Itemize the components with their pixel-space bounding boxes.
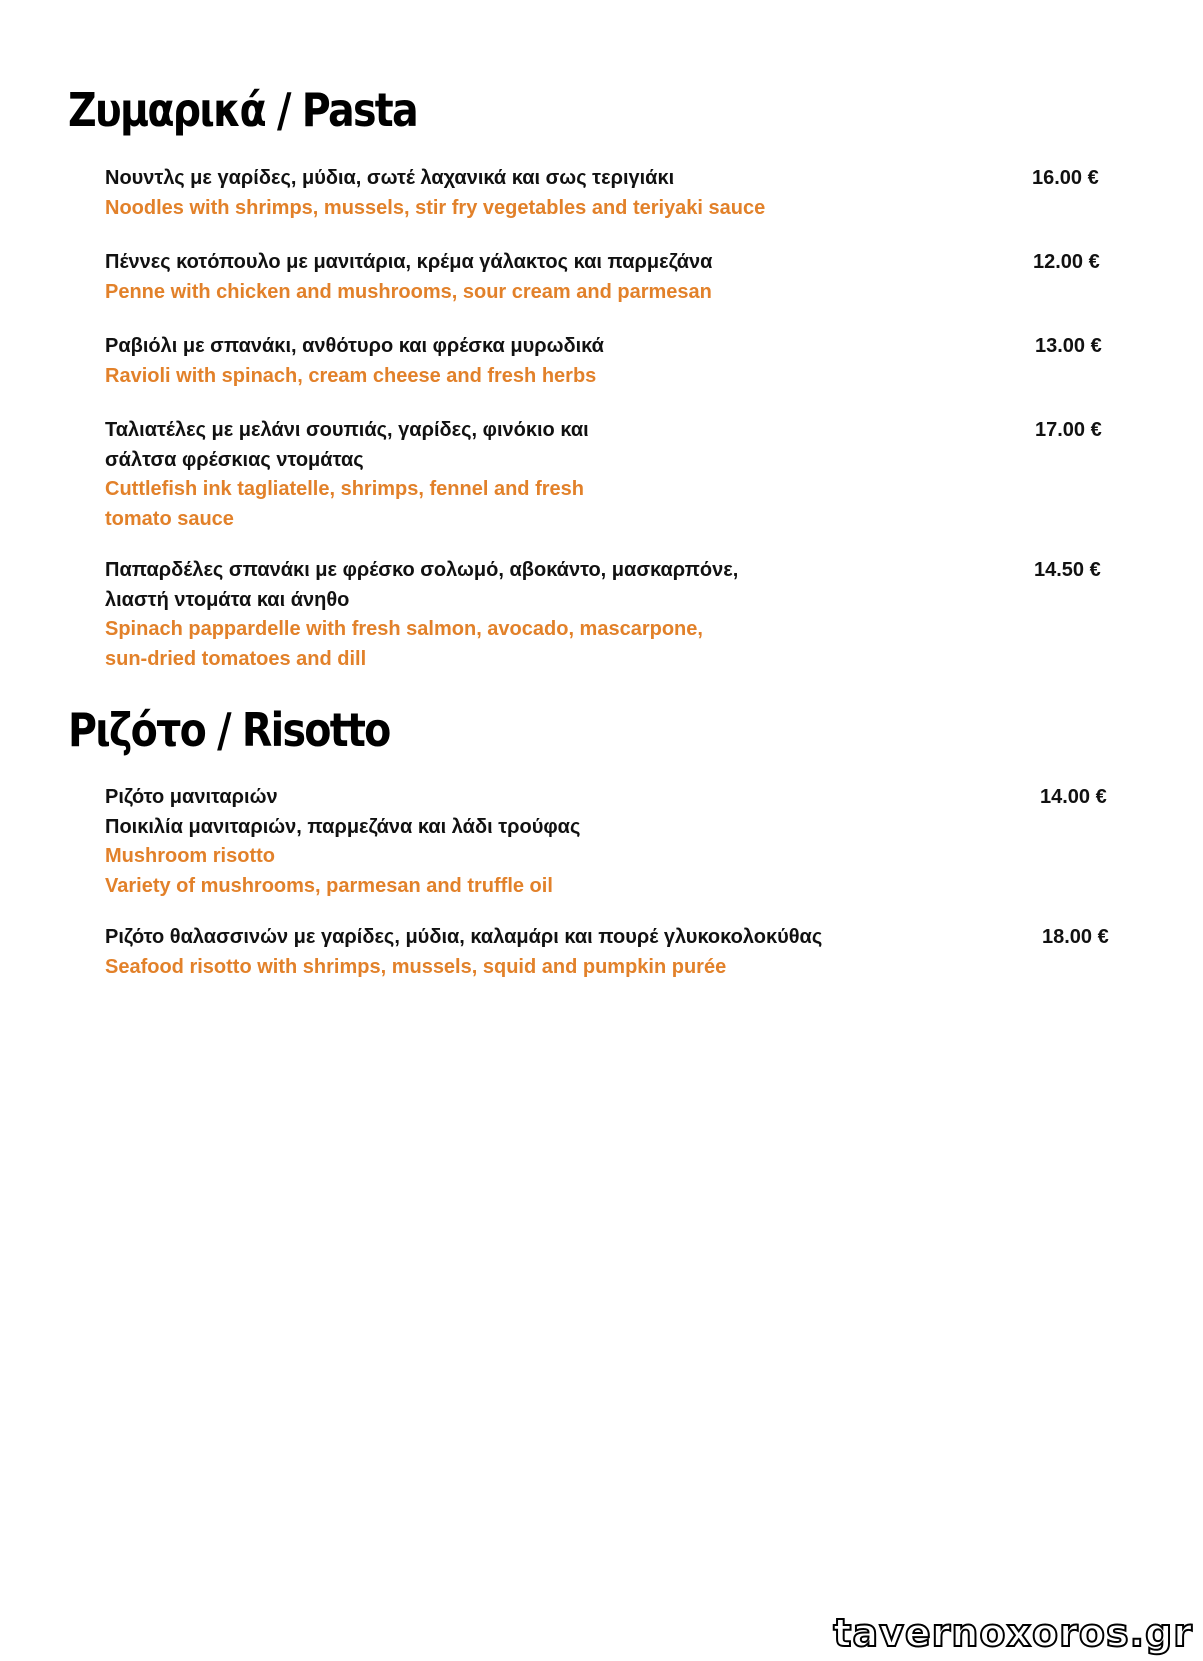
menu-item-pappardelle: [105, 556, 1115, 674]
item-name-greek-cont: λιαστή ντομάτα και άνηθο: [105, 588, 350, 611]
item-description-english: Variety of mushrooms, parmesan and truffle oil: [105, 874, 553, 897]
item-description-greek: Ποικιλία μανιταριών, παρμεζάνα και λάδι τρούφας: [105, 815, 581, 838]
item-price: 12.00 €: [1033, 251, 1100, 273]
section-title-risotto: Ριζότο / Risotto: [68, 703, 390, 757]
watermark-logo: tavernoxoros.gr: [833, 1611, 1193, 1655]
item-name-greek: Ριζότο θαλασσινών με γαρίδες, μύδια, καλαμάρι και πουρέ γλυκοκολοκύθας: [105, 926, 823, 948]
item-name-english: Ravioli with spinach, cream cheese and fresh herbs: [105, 364, 597, 387]
item-price: 14.50 €: [1034, 559, 1101, 581]
item-name-english-cont: tomato sauce: [105, 507, 234, 530]
item-name-greek: Ραβιόλι με σπανάκι, ανθότυρο και φρέσκα μυρωδικά: [105, 335, 604, 357]
menu-item-ravioli: [105, 332, 1115, 391]
menu-item-seafood-risotto: [105, 923, 1115, 982]
menu-item-noodles: [105, 164, 1115, 223]
item-name-greek: Παπαρδέλες σπανάκι με φρέσκο σολωμό, αβοκάντο, μασκαρπόνε,: [105, 559, 739, 581]
menu-item-mushroom-risotto: [105, 783, 1115, 901]
item-name-greek: Νουντλς με γαρίδες, μύδια, σωτέ λαχανικά και σως τεριγιάκι: [105, 167, 675, 189]
item-name-greek-cont: σάλτσα φρέσκιας ντομάτας: [105, 448, 364, 471]
menu-item-penne: [105, 248, 1115, 307]
item-price: 17.00 €: [1035, 419, 1102, 441]
item-name-greek: Πέννες κοτόπουλο με μανιτάρια, κρέμα γάλακτος και παρμεζάνα: [105, 251, 713, 273]
item-name-english: Mushroom risotto: [105, 845, 275, 867]
item-name-english: Noodles with shrimps, mussels, stir fry vegetables and teriyaki sauce: [105, 196, 766, 219]
item-name-english: Penne with chicken and mushrooms, sour cream and parmesan: [105, 280, 712, 303]
item-price: 18.00 €: [1042, 926, 1109, 948]
item-price: 13.00 €: [1035, 335, 1102, 357]
item-price: 14.00 €: [1040, 786, 1107, 808]
item-name-greek: Ταλιατέλες με μελάνι σουπιάς, γαρίδες, φινόκιο και: [105, 419, 589, 441]
item-name-english: Cuttlefish ink tagliatelle, shrimps, fennel and fresh: [105, 478, 584, 500]
section-title-pasta: Ζυμαρικά / Pasta: [68, 83, 417, 137]
item-name-greek: Ριζότο μανιταριών: [105, 786, 278, 808]
menu-item-tagliatelle: [105, 416, 1115, 534]
item-name-english-cont: sun-dried tomatoes and dill: [105, 647, 367, 670]
item-price: 16.00 €: [1032, 167, 1099, 189]
item-name-english: Seafood risotto with shrimps, mussels, squid and pumpkin purée: [105, 955, 727, 978]
item-name-english: Spinach pappardelle with fresh salmon, avocado, mascarpone,: [105, 618, 703, 640]
